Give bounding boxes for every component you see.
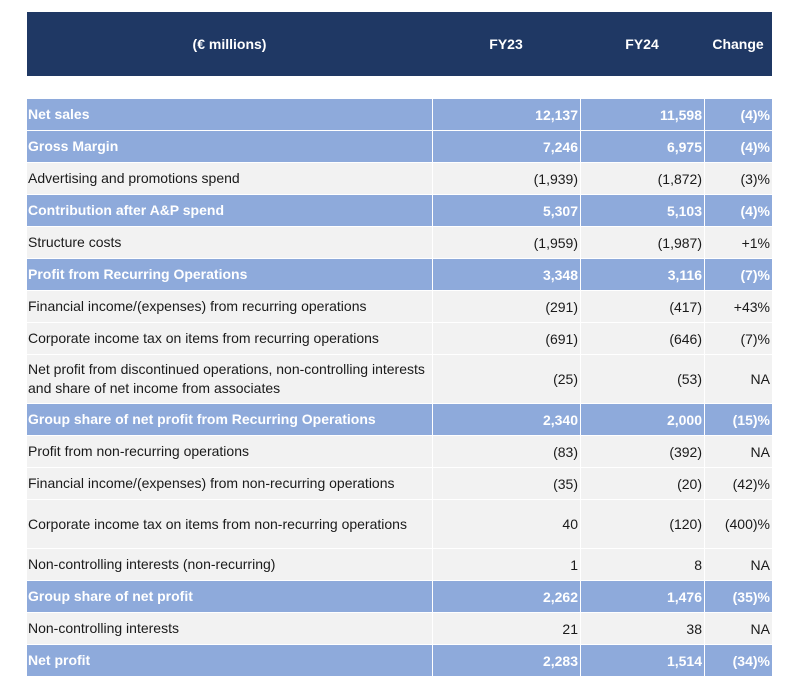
table-row [27, 645, 772, 677]
row-value-fy23: 7,246 [432, 131, 580, 162]
row-label: Net sales [28, 106, 90, 122]
row-label: Contribution after A&P spend [28, 202, 224, 218]
row-value-change: (7)% [704, 323, 772, 354]
row-value-change: (15)% [704, 404, 772, 435]
row-value-fy24: 1,514 [580, 645, 704, 676]
table-row [27, 436, 772, 468]
row-value-fy23: 1 [432, 549, 580, 580]
row-label: Gross Margin [28, 138, 119, 154]
row-value-fy23: 3,348 [432, 259, 580, 290]
header-change: Change [712, 36, 764, 52]
table-header [27, 12, 772, 76]
row-value-change: +43% [704, 291, 772, 322]
row-value-fy24: (120) [580, 500, 704, 548]
row-label: Non-controlling interests [28, 620, 179, 636]
table-row [27, 323, 772, 355]
row-value-fy24: (417) [580, 291, 704, 322]
row-label: Corporate income tax on items from recurring operations [28, 330, 379, 346]
row-value-fy24: (1,987) [580, 227, 704, 258]
row-value-fy24: (1,872) [580, 163, 704, 194]
row-value-change: NA [704, 613, 772, 644]
row-label: Non-controlling interests (non-recurring) [28, 556, 276, 572]
row-value-change: (7)% [704, 259, 772, 290]
row-label: Structure costs [28, 234, 122, 250]
row-value-fy24: (20) [580, 468, 704, 499]
table-row [27, 581, 772, 613]
row-value-fy23: 40 [432, 500, 580, 548]
row-label: Net profit [28, 652, 91, 668]
row-value-change: +1% [704, 227, 772, 258]
table-row [27, 468, 772, 500]
financial-table [27, 99, 772, 677]
row-value-fy23: (291) [432, 291, 580, 322]
table-row [27, 549, 772, 581]
row-label: Financial income/(expenses) from recurring operations [28, 298, 367, 314]
row-value-fy23: 2,283 [432, 645, 580, 676]
row-value-change: NA [704, 355, 772, 403]
row-value-change: (42)% [704, 468, 772, 499]
row-label: Group share of net profit from Recurring Operations [28, 411, 376, 427]
row-value-change: (34)% [704, 645, 772, 676]
table-row [27, 163, 772, 195]
row-value-change: NA [704, 549, 772, 580]
row-label: Profit from Recurring Operations [28, 266, 248, 282]
row-value-change: (4)% [704, 195, 772, 226]
row-label: Group share of net profit [28, 588, 193, 604]
row-value-fy24: 6,975 [580, 131, 704, 162]
row-value-change: (4)% [704, 99, 772, 130]
row-value-change: (3)% [704, 163, 772, 194]
table-row [27, 131, 772, 163]
row-value-fy24: 38 [580, 613, 704, 644]
row-label: Net profit from discontinued operations, non-controlling interests and share of net income from associates [28, 361, 425, 396]
row-value-fy23: 2,340 [432, 404, 580, 435]
row-value-fy24: (646) [580, 323, 704, 354]
header-fy23: FY23 [489, 36, 523, 52]
row-label: Advertising and promotions spend [28, 170, 240, 186]
row-label: Corporate income tax on items from non-recurring operations [28, 515, 407, 532]
row-value-change: NA [704, 436, 772, 467]
row-value-fy23: 21 [432, 613, 580, 644]
table-row [27, 613, 772, 645]
table-row [27, 404, 772, 436]
row-value-change: (35)% [704, 581, 772, 612]
table-row [27, 259, 772, 291]
row-value-fy23: 12,137 [432, 99, 580, 130]
row-value-fy24: 1,476 [580, 581, 704, 612]
row-value-fy23: (691) [432, 323, 580, 354]
row-value-fy24: 5,103 [580, 195, 704, 226]
row-value-fy24: 11,598 [580, 99, 704, 130]
row-label: Profit from non-recurring operations [28, 443, 249, 459]
table-row [27, 355, 772, 404]
row-value-fy23: (1,939) [432, 163, 580, 194]
row-value-change: (4)% [704, 131, 772, 162]
row-value-fy24: 8 [580, 549, 704, 580]
row-value-fy23: 2,262 [432, 581, 580, 612]
table-row [27, 99, 772, 131]
row-value-fy23: (25) [432, 355, 580, 403]
table-row [27, 291, 772, 323]
row-value-fy24: (392) [580, 436, 704, 467]
row-value-change: (400)% [704, 500, 772, 548]
table-row [27, 195, 772, 227]
header-fy24: FY24 [625, 36, 659, 52]
header-units-label: (€ millions) [192, 36, 267, 52]
row-value-fy24: (53) [580, 355, 704, 403]
row-label: Financial income/(expenses) from non-recurring operations [28, 475, 395, 491]
table-row [27, 227, 772, 259]
row-value-fy23: (35) [432, 468, 580, 499]
row-value-fy23: 5,307 [432, 195, 580, 226]
row-value-fy23: (83) [432, 436, 580, 467]
table-row [27, 500, 772, 549]
row-value-fy23: (1,959) [432, 227, 580, 258]
row-value-fy24: 2,000 [580, 404, 704, 435]
row-value-fy24: 3,116 [580, 259, 704, 290]
